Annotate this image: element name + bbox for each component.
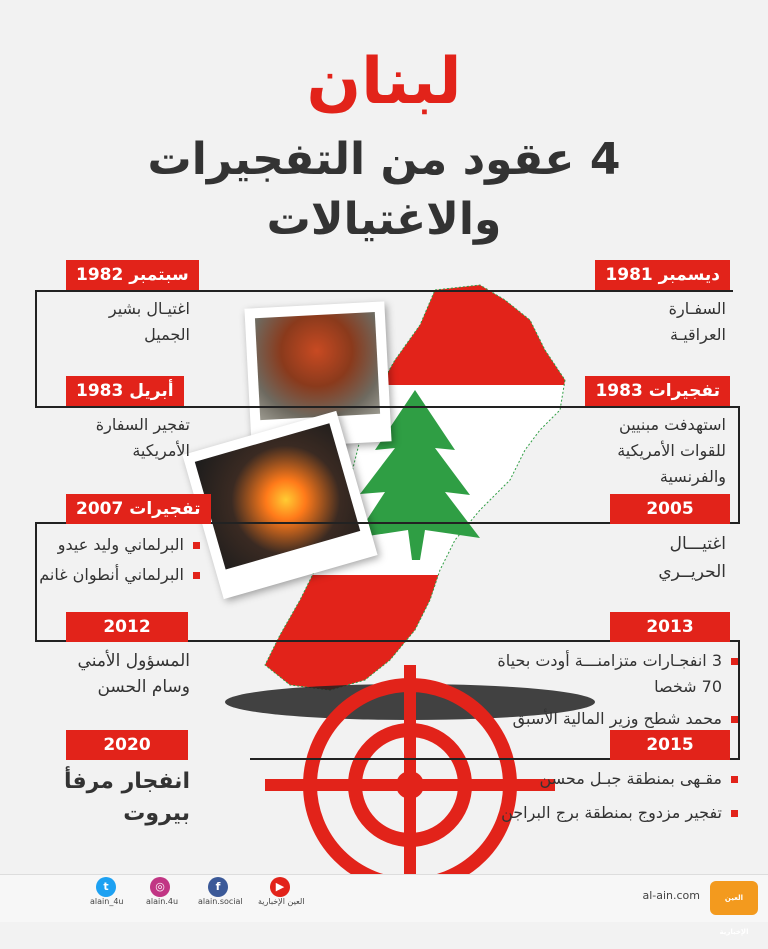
event-text-2020: انفجار مرفأ بيروت (63, 769, 190, 826)
event-text-2013: 3 انفجـارات متزامنـــة أودت بحياة 70 شخصا محمد شطح وزير المالية الأسبق (478, 648, 738, 732)
event-text-1982: اغتيـال بشير الجميل (108, 299, 190, 344)
instagram-icon[interactable]: ◎ (150, 877, 170, 897)
brand-logo: العين الإخبارية (710, 881, 758, 915)
event-tag-2005: 2005 (610, 494, 730, 524)
page-subtitle-line2: والاغتيالات (266, 194, 502, 245)
connector-line (35, 406, 740, 408)
event-tag-2020: 2020 (66, 730, 188, 760)
twitter-icon[interactable]: t (96, 877, 116, 897)
event-tag-1983-bombings: تفجيرات 1983 (585, 376, 730, 406)
connector-line (35, 290, 37, 408)
youtube-handle[interactable]: العين الإخبارية (258, 897, 305, 906)
page-subtitle-line1: 4 عقود من التفجيرات (147, 134, 621, 185)
event-text-2012: المسؤول الأمني وسام الحسن (77, 651, 190, 697)
event-tag-1982: سبتمبر 1982 (66, 260, 199, 290)
event-tag-april-1983: أبريل 1983 (66, 376, 184, 406)
site-url[interactable]: al-ain.com (642, 889, 700, 902)
event-tag-2015: 2015 (610, 730, 730, 760)
event-tag-2007: تفجيرات 2007 (66, 494, 211, 524)
event-tag-1981: ديسمبر 1981 (595, 260, 730, 290)
event-tag-2012: 2012 (66, 612, 188, 642)
facebook-icon[interactable]: f (208, 877, 228, 897)
page-title: لبنان (306, 45, 462, 119)
event-text-1981: السفـارة العراقيـة (668, 299, 726, 344)
event-text-2005: اغتيـــال الحريــري (658, 534, 726, 582)
event-tag-2013: 2013 (610, 612, 730, 642)
event-text-2007: البرلماني وليد عيدو البرلماني أنطوان غانم (30, 532, 200, 588)
event-text-1983-bombings: استهدفت مبنيين للقوات الأمريكية والفرنسية (617, 415, 726, 486)
instagram-handle[interactable]: alain.4u (146, 897, 179, 906)
youtube-icon[interactable]: ▶ (270, 877, 290, 897)
event-text-april-1983: تفجير السفارة الأمريكية (95, 415, 190, 460)
footer (0, 874, 768, 936)
connector-line (738, 406, 740, 524)
event-text-2015: مقـهى بمنطقة جبـل محسن تفجير مزدوج بمنطقة برج البراجن (468, 766, 738, 826)
connector-line (35, 290, 733, 292)
facebook-handle[interactable]: alain.social (198, 897, 243, 906)
connector-line (738, 640, 740, 760)
twitter-handle[interactable]: alain_4u (90, 897, 124, 906)
